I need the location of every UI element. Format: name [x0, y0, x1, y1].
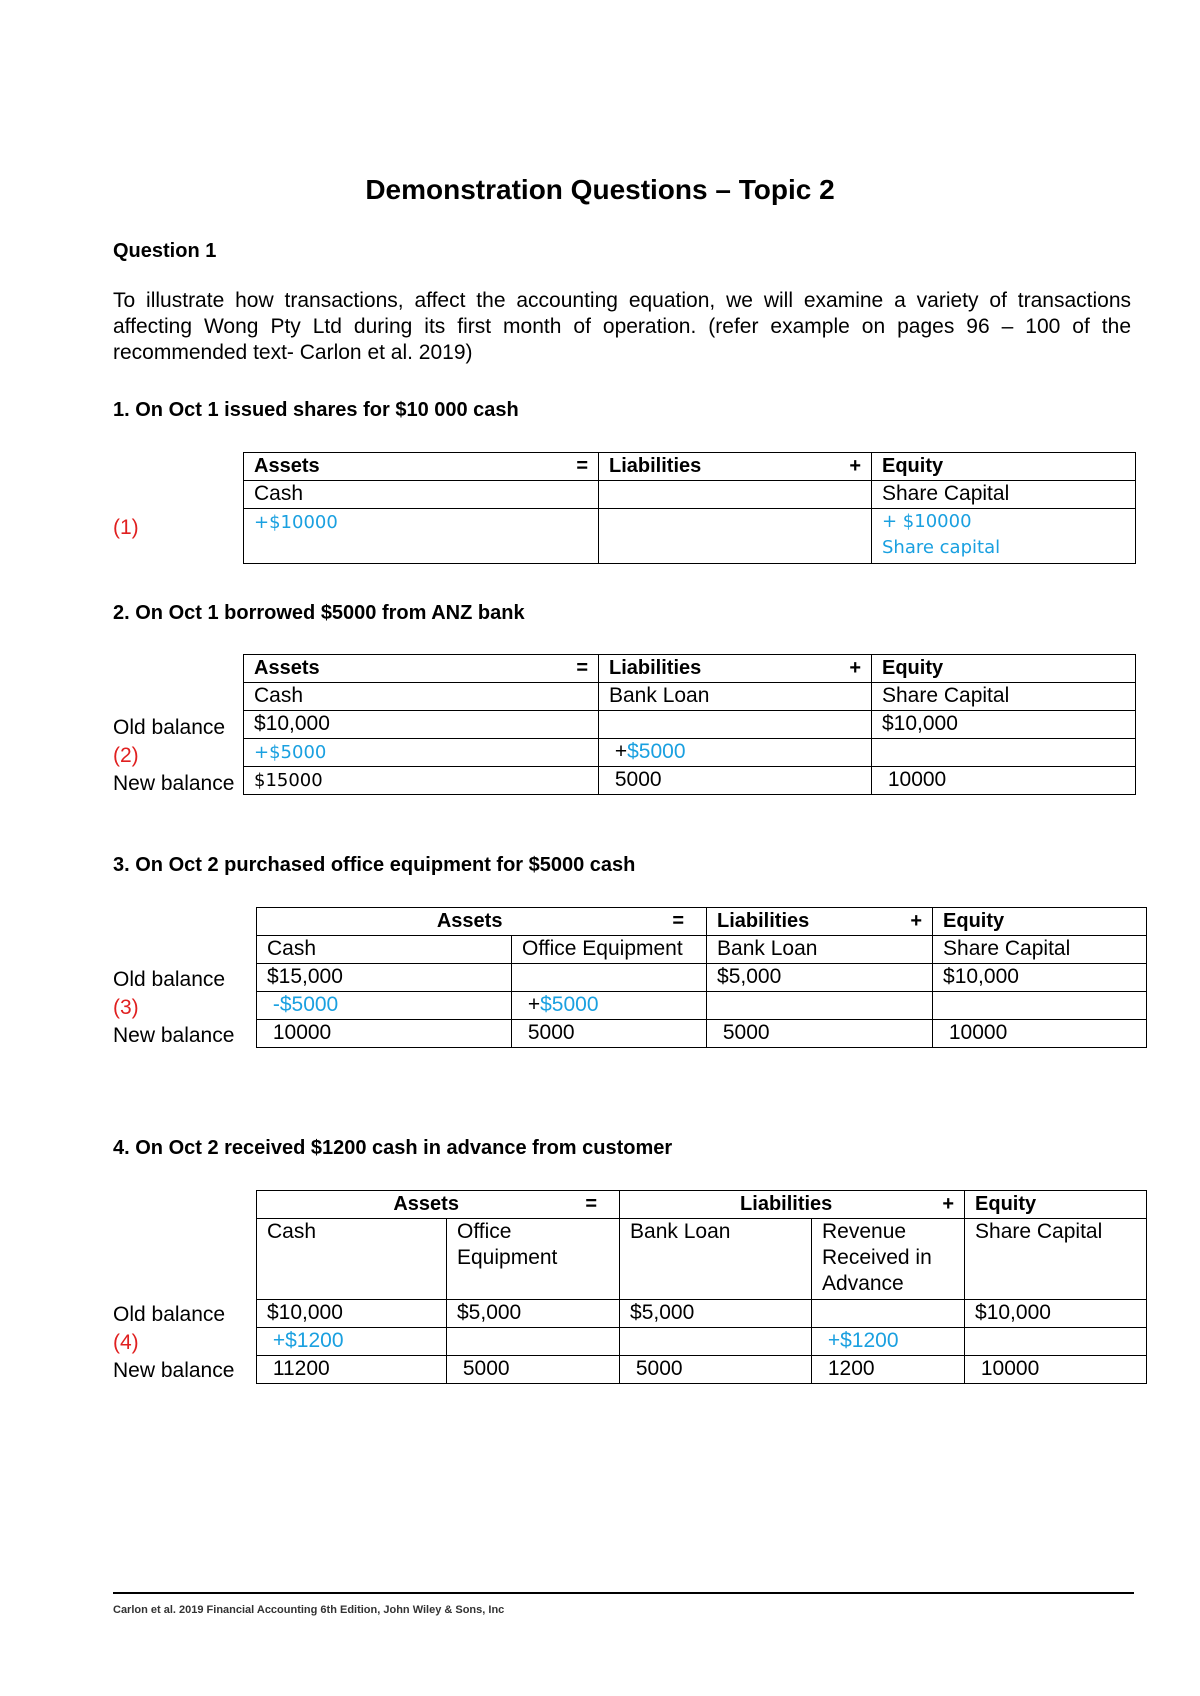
old-share-capital: $10,000: [872, 711, 1136, 739]
tx-share-capital: [872, 739, 1136, 767]
new-balance-label: New balance: [113, 772, 235, 795]
liabilities-header: Liabilities +: [707, 908, 933, 936]
col-bank-loan: Bank Loan: [620, 1219, 812, 1300]
tx-share-capital: [933, 992, 1147, 1020]
col-empty: [599, 481, 872, 509]
col-cash: Cash: [257, 1219, 447, 1300]
col-share-capital: Share Capital: [965, 1219, 1147, 1300]
transaction-1-heading: 1. On Oct 1 issued shares for $10 000 cash: [113, 399, 519, 421]
old-office-equipment: [512, 964, 707, 992]
t1-row-label: (1): [113, 516, 139, 539]
old-cash: $10,000: [244, 711, 599, 739]
old-bank-loan: $5,000: [707, 964, 933, 992]
new-cash: 11200: [257, 1356, 447, 1384]
tx-office-equipment: [447, 1328, 620, 1356]
new-balance-label: New balance: [113, 1024, 235, 1047]
t4-table: [256, 1190, 1147, 1384]
tx-revenue: +$1200: [812, 1328, 965, 1356]
tx-bank-loan: [707, 992, 933, 1020]
liabilities-header: Liabilities +: [599, 453, 872, 481]
old-office-equipment: $5,000: [447, 1300, 620, 1328]
tx-share-capital: [965, 1328, 1147, 1356]
tx-cash: +$1200: [257, 1328, 447, 1356]
footer-divider: [113, 1592, 1134, 1594]
page-title: Demonstration Questions – Topic 2: [365, 174, 835, 205]
col-bank-loan: Bank Loan: [599, 683, 872, 711]
t3-row-label: (3): [113, 996, 139, 1019]
new-share-capital: 10000: [872, 767, 1136, 795]
equity-header: Equity: [872, 655, 1136, 683]
old-balance-label: Old balance: [113, 968, 226, 991]
new-office-equipment: 5000: [447, 1356, 620, 1384]
footer-citation: Carlon et al. 2019 Financial Accounting 6th Edition, John Wiley & Sons, Inc: [113, 1604, 505, 1616]
assets-header: Assets =: [244, 655, 599, 683]
t1-table: [243, 452, 1136, 564]
new-balance-label: New balance: [113, 1359, 235, 1382]
liabilities-header: Liabilities +: [599, 655, 872, 683]
new-cash: 10000: [257, 1020, 512, 1048]
assets-header: Assets =: [257, 908, 707, 936]
tx-bank-loan: +$5000: [599, 739, 872, 767]
new-share-capital: 10000: [965, 1356, 1147, 1384]
equity-header: Equity: [965, 1191, 1147, 1219]
t2-row-label: (2): [113, 744, 139, 767]
old-bank-loan: $5,000: [620, 1300, 812, 1328]
tx-bank-loan: [620, 1328, 812, 1356]
t1-liab-change: [599, 509, 872, 564]
old-cash: $15,000: [257, 964, 512, 992]
tx-office-equipment: +$5000: [512, 992, 707, 1020]
new-share-capital: 10000: [933, 1020, 1147, 1048]
old-share-capital: $10,000: [933, 964, 1147, 992]
col-cash: Cash: [244, 481, 599, 509]
old-cash: $10,000: [257, 1300, 447, 1328]
t3-table: [256, 907, 1147, 1048]
tx-cash: -$5000: [257, 992, 512, 1020]
col-revenue-received-in-advance: Revenue Received in Advance: [812, 1219, 965, 1300]
old-balance-label: Old balance: [113, 716, 226, 739]
t4-row-label: (4): [113, 1331, 139, 1354]
col-share-capital: Share Capital: [933, 936, 1147, 964]
col-share-capital: Share Capital: [872, 683, 1136, 711]
equity-header: Equity: [933, 908, 1147, 936]
t2-table: [243, 654, 1136, 795]
transaction-2-heading: 2. On Oct 1 borrowed $5000 from ANZ bank: [113, 602, 525, 624]
new-bank-loan: 5000: [599, 767, 872, 795]
intro-paragraph: To illustrate how transactions, affect the accounting equation, we will examine a variety of transactions affecting Wong Pty Ltd during its first month of operation. (refer example on pages 96 – 100 of the recommended text- Carlon et al. 2019): [113, 289, 1131, 364]
liabilities-header: Liabilities +: [620, 1191, 965, 1219]
tx-cash: +$5000: [244, 739, 599, 767]
old-bank-loan: [599, 711, 872, 739]
new-bank-loan: 5000: [620, 1356, 812, 1384]
equity-header: Equity: [872, 453, 1136, 481]
assets-header: Assets =: [244, 453, 599, 481]
col-cash: Cash: [244, 683, 599, 711]
t1-equity-change: + $10000 Share capital: [872, 509, 1136, 564]
new-cash: $15000: [244, 767, 599, 795]
new-bank-loan: 5000: [707, 1020, 933, 1048]
old-balance-label: Old balance: [113, 1303, 226, 1326]
new-revenue: 1200: [812, 1356, 965, 1384]
new-office-equipment: 5000: [512, 1020, 707, 1048]
question-heading: Question 1: [113, 240, 217, 262]
col-bank-loan: Bank Loan: [707, 936, 933, 964]
col-share-capital: Share Capital: [872, 481, 1136, 509]
transaction-4-heading: 4. On Oct 2 received $1200 cash in advance from customer: [113, 1137, 673, 1159]
assets-header: Assets =: [257, 1191, 620, 1219]
col-cash: Cash: [257, 936, 512, 964]
old-share-capital: $10,000: [965, 1300, 1147, 1328]
old-revenue: [812, 1300, 965, 1328]
t1-cash-change: +$10000: [244, 509, 599, 564]
col-office-equipment: Office Equipment: [447, 1219, 620, 1300]
transaction-3-heading: 3. On Oct 2 purchased office equipment for $5000 cash: [113, 854, 636, 876]
col-office-equipment: Office Equipment: [512, 936, 707, 964]
